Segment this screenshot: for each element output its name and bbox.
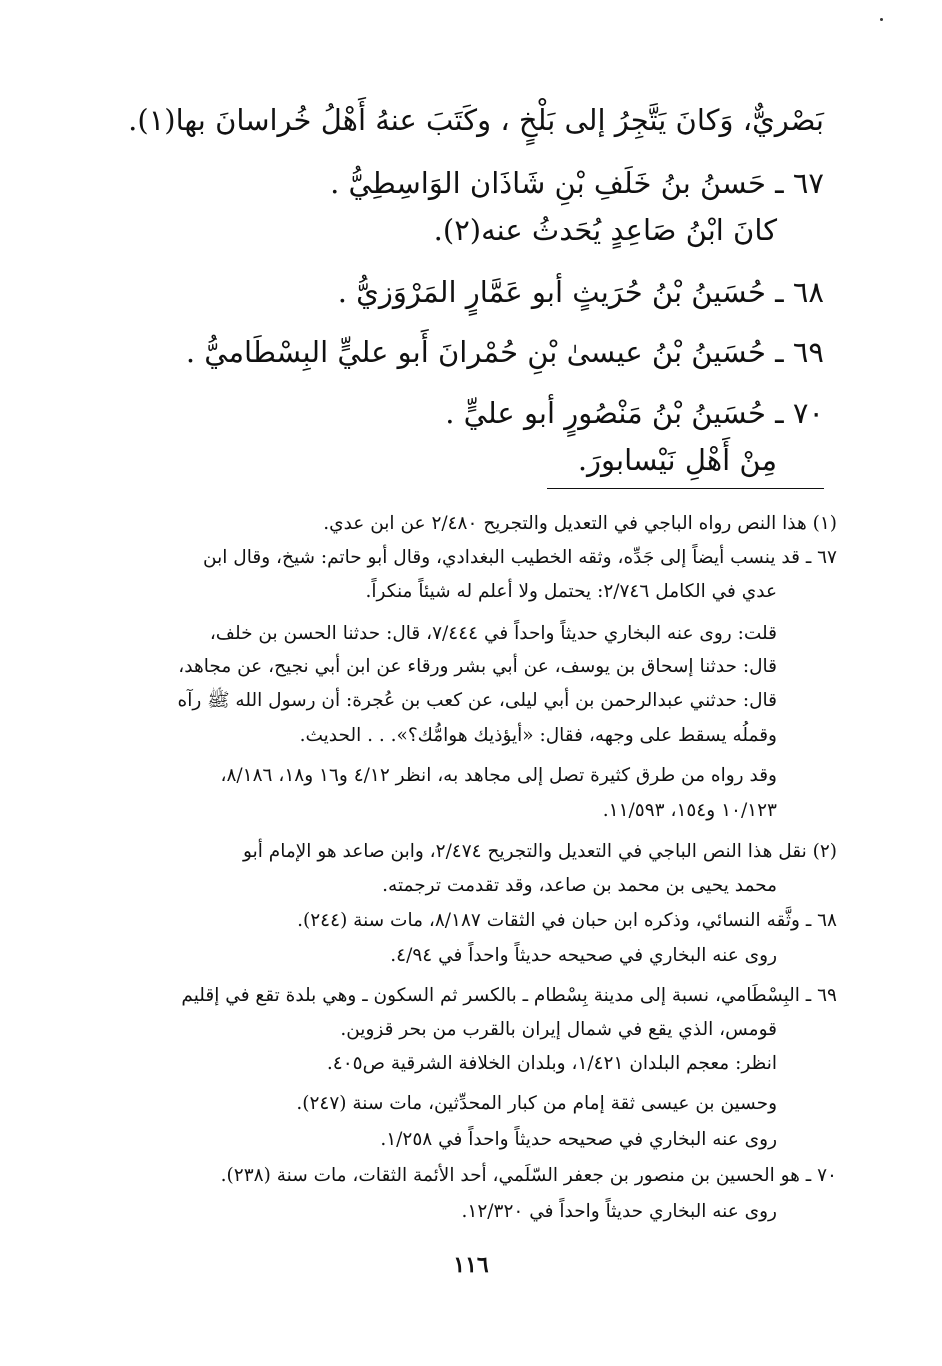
note-69-line-1: ٦٩ ـ البِسْطَامي، نسبة إلى مدينة بِسْطام ـ بالكسر ثم السكون ـ وهي بلدة تقع في إقليم bbox=[181, 985, 837, 1006]
note-68-line-2: روى عنه البخاري في صحيحه حديثاً واحداً في ٤/٩٤. bbox=[390, 945, 777, 966]
corner-mark bbox=[880, 18, 883, 21]
note-67-line-2: عدي في الكامل ٢/٧٤٦: يحتمل ولا أعلم له شيئاً منكراً. bbox=[365, 581, 777, 602]
footnote-2-line-2: محمد يحيى بن محمد بن صاعد، وقد تقدمت ترجمته. bbox=[382, 875, 777, 896]
note-68-line-1: ٦٨ ـ وثَّقه النسائي، وذكره ابن حبان في الثقات ٨/١٨٧، مات سنة (٢٤٤). bbox=[297, 910, 837, 931]
note-70-line-1: ٧٠ ـ هو الحسين بن منصور بن جعفر السّلَمي، أحد الأئمة الثقات، مات سنة (٢٣٨). bbox=[220, 1165, 837, 1186]
note-67-line-8: ١٠/١٢٣ و١٥٤، ١١/٥٩٣. bbox=[602, 800, 777, 821]
entry-67-heading: ٦٧ ـ حَسنُ بنُ خَلَفِ بْنِ شَاذَان الوَاسِطِيُّ . bbox=[330, 166, 824, 200]
note-69-line-5: روى عنه البخاري في صحيحه حديثاً واحداً في ١/٢٥٨. bbox=[380, 1129, 777, 1150]
note-67-line-3: قلت: روى عنه البخاري حديثاً واحداً في ٧/٤٤٤، قال: حدثنا الحسن بن خلف، bbox=[209, 623, 777, 644]
entry-70-heading: ٧٠ ـ حُسَينُ بْنُ مَنْصُورٍ أبو عليٍّ . bbox=[445, 396, 824, 430]
note-67-line-5: قال: حدثني عبدالرحمن بن أبي ليلى، عن كعب بن عُجرة: أن رسول الله ﷺ رآه bbox=[177, 690, 777, 711]
footnote-1: (١) هذا النص رواه الباجي في التعديل والتجريح ٢/٤٨٠ عن ابن عدي. bbox=[323, 513, 837, 534]
body-line-1: بَصْريٌّ، وَكانَ يَتَّجِرُ إلى بَلْخٍ ، وكَتَبَ عنهُ أَهْلُ خُراسانَ بها(١). bbox=[128, 103, 824, 137]
footnote-2-line-1: (٢) نقل هذا النص الباجي في التعديل والتجريح ٢/٤٧٤، وابن صاعد هو الإمام أبو bbox=[243, 841, 837, 862]
entry-68-heading: ٦٨ ـ حُسَينُ بْنُ حُرَيثٍ أبو عَمَّارٍ المَرْوَزيُّ . bbox=[337, 275, 824, 309]
note-69-line-2: قومس، الذي يقع في شمال إيران بالقرب من بحر قزوين. bbox=[340, 1019, 777, 1040]
footnote-separator bbox=[547, 488, 824, 489]
note-67-line-4: قال: حدثنا إسحاق بن يوسف، عن أبي بشر ورقاء عن ابن أبي نجيح، عن مجاهد، bbox=[178, 656, 777, 677]
note-67-line-1: ٦٧ ـ قد ينسب أيضاً إلى جَدِّه، وثقه الخطيب البغدادي، وقال أبو حاتم: شيخ، وقال ابن bbox=[203, 547, 837, 568]
note-67-line-7: وقد رواه من طرق كثيرة تصل إلى مجاهد به، انظر ٤/١٢ و١٦ و١٨، ٨/١٨٦، bbox=[220, 765, 777, 786]
entry-67-text: كانَ ابْنُ صَاعِدٍ يُحَدثُ عنه(٢). bbox=[433, 213, 777, 247]
note-69-line-3: انظر: معجم البلدان ١/٤٢١، وبلدان الخلافة الشرقية ص٤٠٥. bbox=[326, 1053, 777, 1074]
entry-70-text: مِنْ أَهْلِ نَيْسابورَ. bbox=[577, 443, 777, 477]
note-67-line-6: وقملُه يسقط على وجهه، فقال: «أيؤذيك هوامُّك؟». . . الحديث. bbox=[299, 725, 777, 746]
note-69-line-4: وحسين بن عيسى ثقة إمام من كبار المحدِّثين، مات سنة (٢٤٧). bbox=[296, 1093, 777, 1114]
page-number: ١١٦ bbox=[453, 1252, 489, 1278]
entry-69-heading: ٦٩ ـ حُسَينُ بْنُ عيسىٰ بْنِ حُمْرانَ أَبو عليٍّ البِسْطَاميُّ . bbox=[185, 335, 824, 369]
note-70-line-2: روى عنه البخاري حديثاً واحداً في ١٢/٣٢٠. bbox=[461, 1201, 777, 1222]
